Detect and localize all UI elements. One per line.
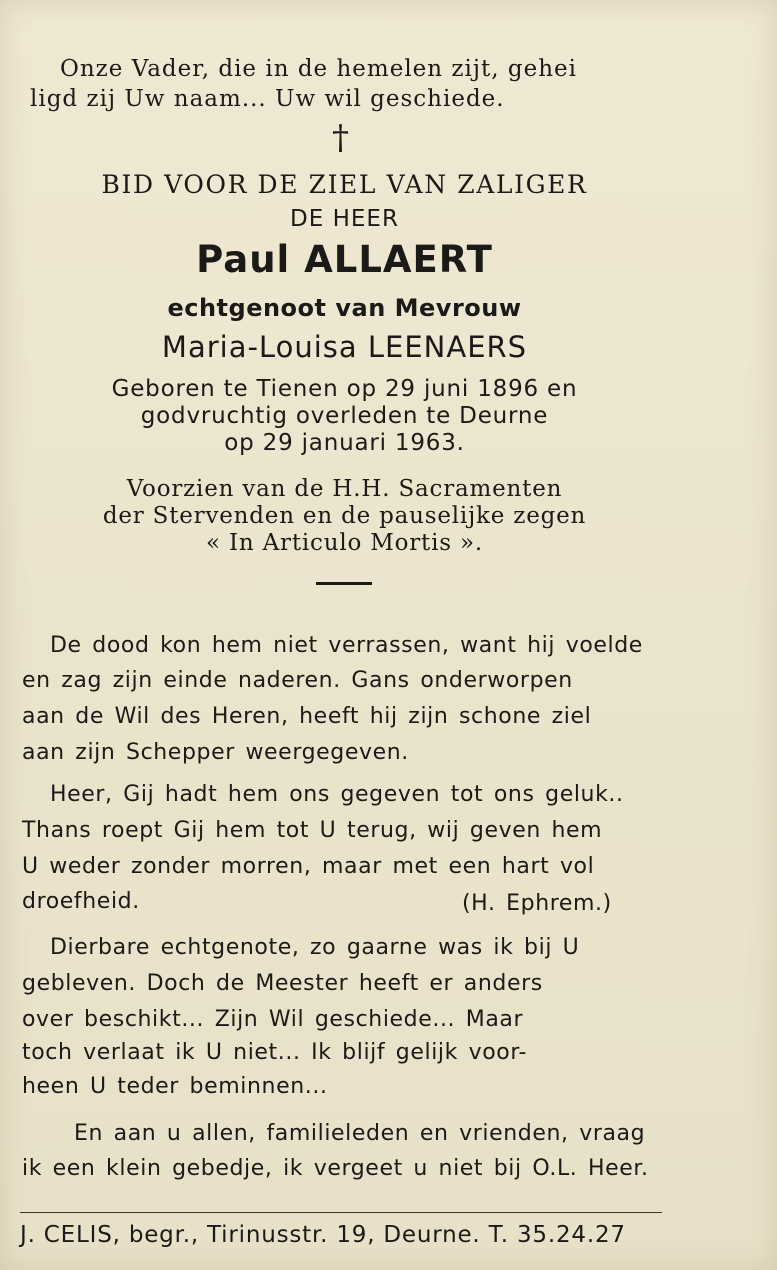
paragraph-2-line: U weder zonder morren, maar met een hart vol [22,854,595,879]
spouse-intro: echtgenoot van Mevrouw [167,294,522,322]
paragraph-1-line: en zag zijn einde naderen. Gans onderworpen [22,668,573,693]
paragraph-2-line: droefheid. [22,889,140,914]
spouse-name: Maria-Louisa LEENAERS [161,330,528,364]
paragraph-3-line: heen U teder beminnen... [22,1074,328,1099]
sacraments-line-1: Voorzien van de H.H. Sacramenten [126,476,563,502]
paragraph-1-line: aan zijn Schepper weergegeven. [22,740,409,765]
divider [316,582,372,585]
paragraph-1-line: De dood kon hem niet verrassen, want hij voelde [50,633,643,658]
paragraph-2-line: Thans roept Gij hem tot U terug, wij geven hem [22,818,603,843]
deceased-name: Paul ALLAERT [196,238,493,281]
paragraph-3-line: over beschikt... Zijn Wil geschiede... Maar [22,1007,524,1032]
footer-rule [20,1212,662,1213]
paragraph-4-line: En aan u allen, familieleden en vrienden, vraag [74,1121,646,1146]
death-date-line: op 29 januari 1963. [224,430,465,456]
paragraph-2-line: Heer, Gij hadt hem ons gegeven tot ons geluk.. [50,782,624,807]
prayer-request-heading: BID VOOR DE ZIEL VAN ZALIGER [101,170,588,199]
cross-icon: † [332,118,349,158]
sacraments-line-2: der Stervenden en de pauselijke zegen [102,503,587,529]
citation: (H. Ephrem.) [462,891,612,916]
paragraph-1-line: aan de Wil des Heren, heeft hij zijn schone ziel [22,704,592,729]
paragraph-3-line: gebleven. Doch de Meester heeft er anders [22,971,543,996]
birth-line: Geboren te Tienen op 29 juni 1896 en [111,376,578,402]
paragraph-4-line: ik een klein gebedje, ik vergeet u niet bij O.L. Heer. [22,1156,649,1181]
prayer-line-1: Onze Vader, die in de hemelen zijt, gehei [60,56,577,82]
printer-footer: J. CELIS, begr., Tirinusstr. 19, Deurne. T. 35.24.27 [20,1222,626,1248]
paragraph-3-line: Dierbare echtgenote, zo gaarne was ik bij U [50,935,580,960]
paragraph-3-line: toch verlaat ik U niet... Ik blijf gelijk voor- [22,1040,528,1065]
prayer-line-2: ligd zij Uw naam... Uw wil geschiede. [30,86,505,112]
sacraments-line-3: « In Articulo Mortis ». [206,530,483,556]
deceased-title: DE HEER [290,206,399,232]
death-line: godvruchtig overleden te Deurne [140,403,549,429]
